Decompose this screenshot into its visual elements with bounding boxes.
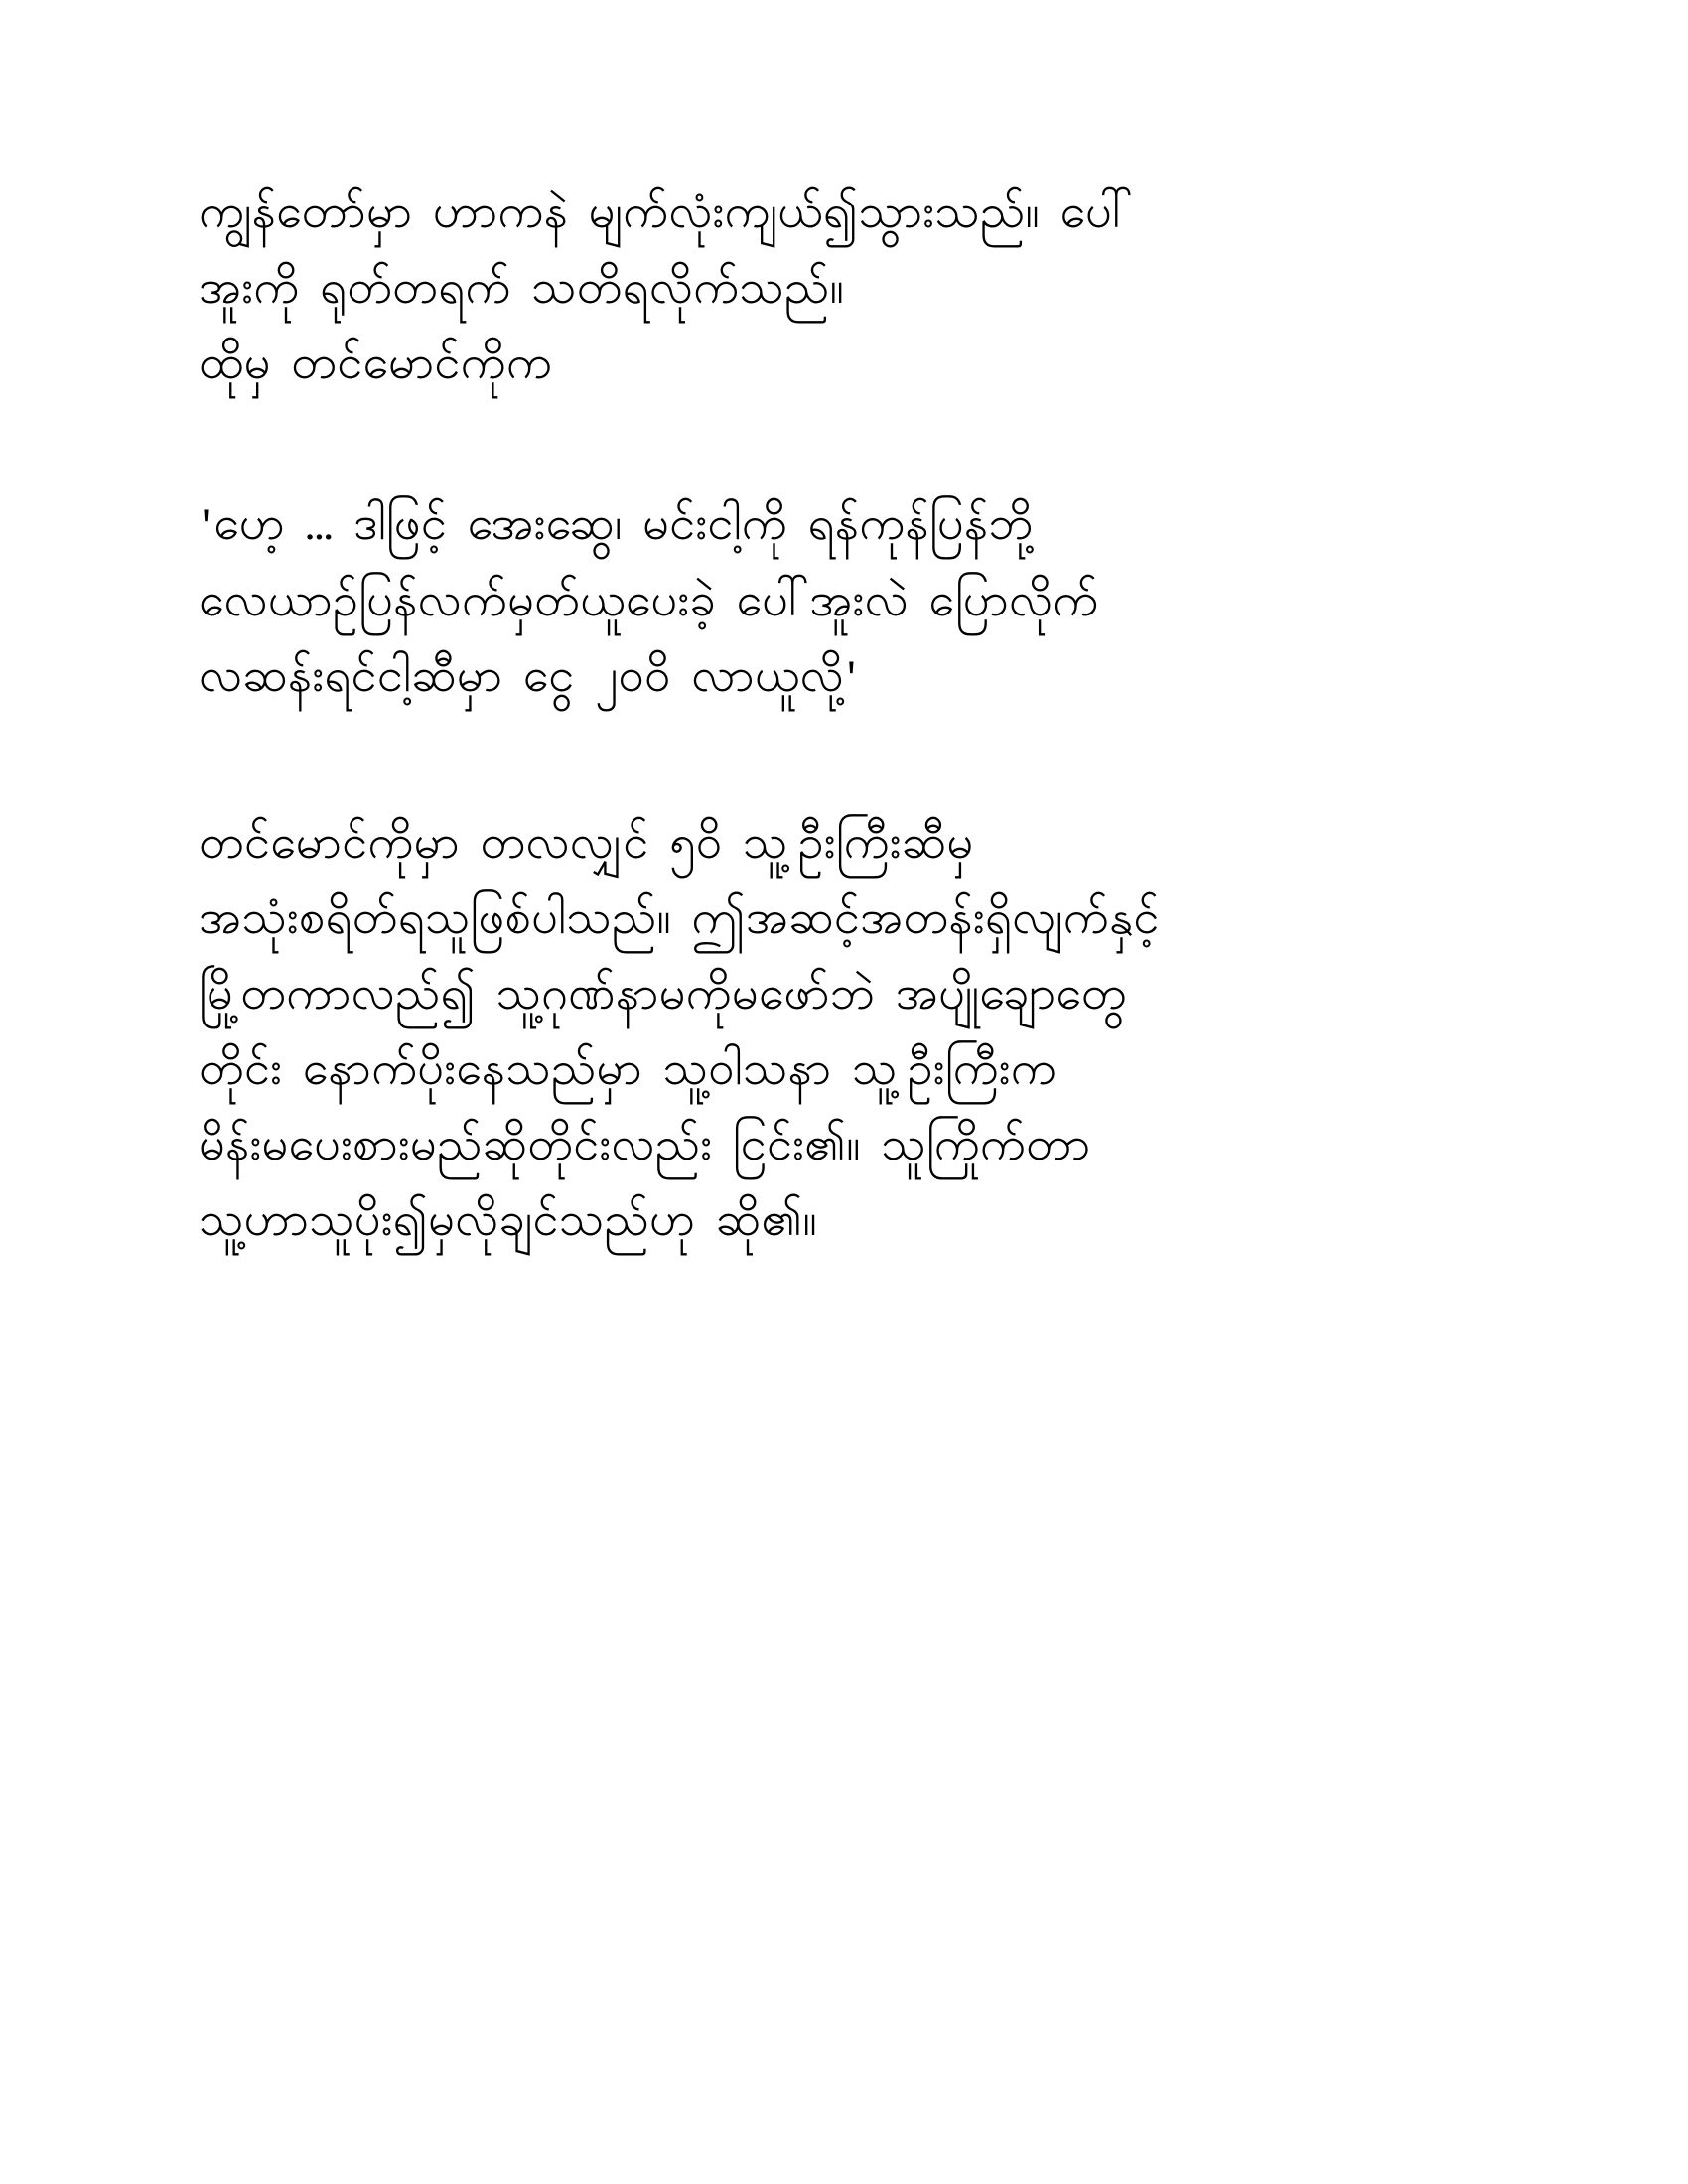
paragraph-1: [199, 179, 1499, 405]
text-line: အူးကို ရုတ်တရက် သတိရလိုက်သည်။: [199, 257, 845, 327]
text-line: တင်မောင်ကိုမှာ တလလျှင် ၅၀ိ သူ့ဦးကြီးဆီမှ: [199, 811, 974, 881]
document-body: [199, 179, 1499, 1263]
text-line: လဆန်းရင်ငါ့ဆီမှာ ငွေ ၂၀၀ိ လာယူလို့': [199, 644, 860, 714]
paragraph-2: [199, 490, 1499, 717]
text-line: ထိုမှ တင်မောင်ကိုက: [199, 333, 553, 402]
text-line: လေယာဉ်ပြန်လက်မှတ်ယူပေးခဲ့ ပေါ်အူးလဲ ပြောလိုက်: [199, 569, 1099, 638]
text-line: သူ့ဟာသူပိုး၍မှလိုချင်သည်ဟု ဆို၏။: [199, 1189, 817, 1259]
paragraph-spacer: [199, 718, 1499, 809]
text-line: တိုင်း နောက်ပိုးနေသည်မှာ သူ့ဝါသနာ သူ့ဦးကြီးက: [199, 1038, 1056, 1108]
text-line: ကျွန်တော်မှာ ဟာကနဲ မျက်လုံးကျယ်၍သွားသည်။ ပေါ်: [199, 182, 1134, 250]
paragraph-spacer: [199, 405, 1499, 490]
text-line: အသုံးစရိတ်ရသူဖြစ်ပါသည်။ ဤအဆင့်အတန်းရှိလျက်နှင့်: [199, 887, 1160, 956]
text-line: မိန်းမပေးစားမည်ဆိုတိုင်းလည်း ငြင်း၏။ သူကြိုက်တာ: [199, 1114, 1091, 1183]
text-line: မြို့တကာလည်၍ သူ့ဂုဏ်နာမကိုမဖော်ဘဲ အပျိုချောတွေ: [199, 963, 1127, 1031]
text-line: 'ဟေ့ ... ဒါဖြင့် အေးဆွေ၊ မင်းငါ့ကို ရန်ကုန်ပြန်ဘို့: [199, 493, 1034, 563]
paragraph-3: [199, 809, 1499, 1263]
